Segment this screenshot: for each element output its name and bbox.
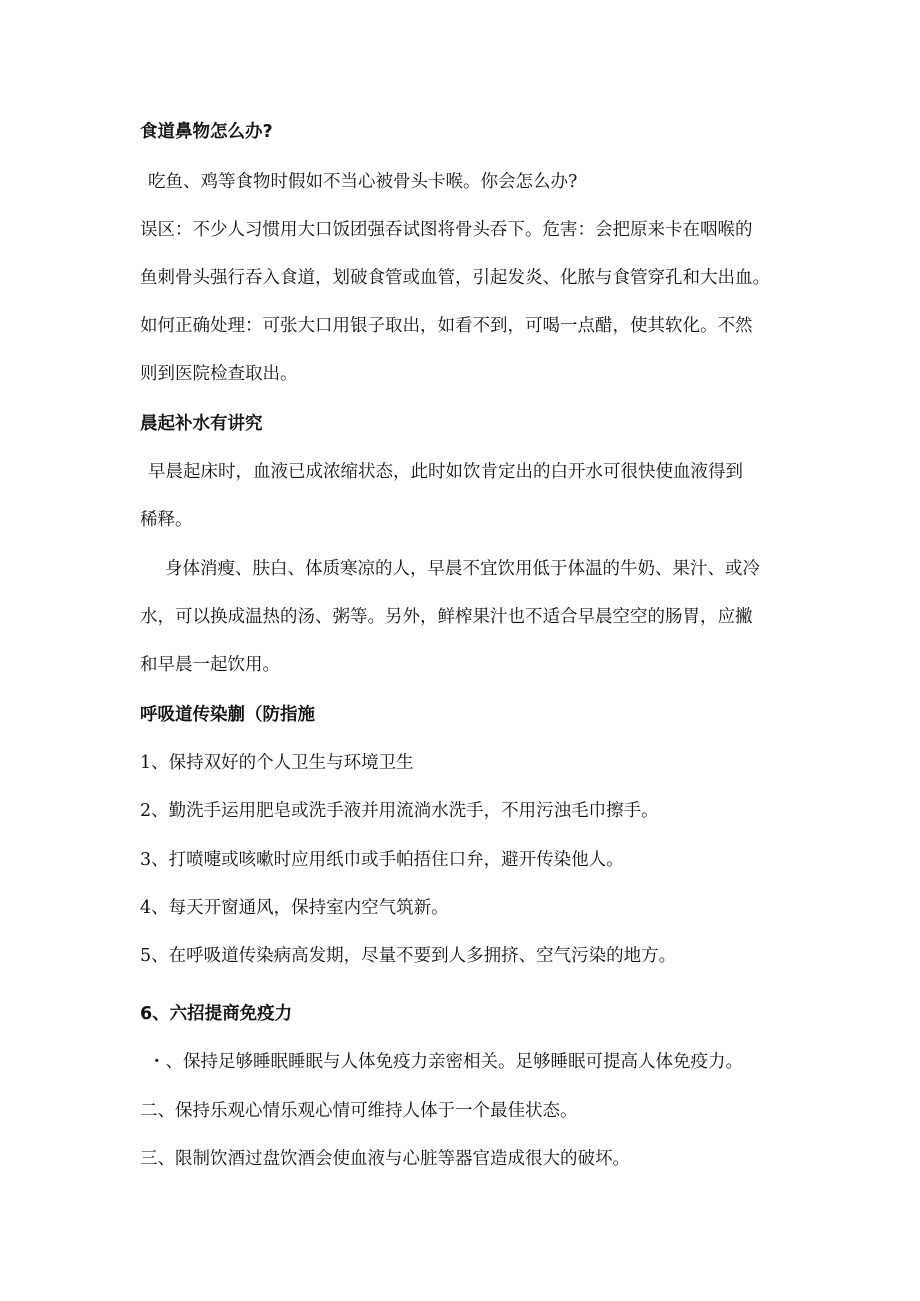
paragraph-line: 如何正确处理：可张大口用银子取出，如看不到，可喝一点醋，使其软化。不然 xyxy=(140,316,753,336)
list-item: 3、打喷嚏或咳嗽时应用纸巾或手帕捂住口弁，避开传染他人。 xyxy=(140,850,624,870)
paragraph-line: 水，可以换成温热的汤、粥等。另外，鲜榨果汁也不适合早晨空空的肠胃，应撇 xyxy=(140,607,753,627)
paragraph-line: 则到医院检查取出。 xyxy=(140,364,298,384)
paragraph-question: 吃鱼、鸡等食物时假如不当心被骨头卡喉。你会怎么办? xyxy=(148,172,578,192)
list-item: 5、在呼吸道传染病高发期，尽量不要到人多拥挤、空气污染的地方。 xyxy=(140,946,677,966)
paragraph-line: 稀释。 xyxy=(140,510,193,530)
paragraph-line: 和早晨一起饮用。 xyxy=(140,655,280,675)
paragraph-line: 鱼刺骨头强行吞入食道，划破食管或血管，引起发炎、化脓与食管穿孔和大出血。 xyxy=(140,268,770,288)
heading-fishbone: 食道鼻物怎么办? xyxy=(140,122,273,142)
paragraph-line: 身体消瘦、肤白、体质寒凉的人，早晨不宜饮用低于体温的牛奶、果汁、或冷 xyxy=(165,559,760,579)
heading-immunity: 6、六招提商免疫力 xyxy=(140,1004,293,1024)
paragraph-line: 早晨起床时，血液已成浓缩状态，此时如饮肯定出的白开水可很快使血液得到 xyxy=(148,462,743,482)
list-item: 二、保持乐观心情乐观心情可维持人体于一个最佳状态。 xyxy=(140,1101,578,1121)
paragraph-line: 误区：不少人习惯用大口饭团强吞试图将骨头吞下。危害：会把原来卡在咽喉的 xyxy=(140,220,753,240)
list-item: 4、每天开窗通风，保持室内空气筑新。 xyxy=(140,898,449,918)
list-item: 三、限制饮酒过盘饮酒会使血液与心脏等器官造成很大的破坏。 xyxy=(140,1149,630,1169)
list-item: ・、保持足够睡眠睡眠与人体免疫力亲密相关。足够睡眠可提高人体免疫力。 xyxy=(148,1052,743,1072)
heading-respiratory: 呼吸道传染蒯（防指施 xyxy=(140,705,315,725)
list-item: 1、保持双好的个人卫生与环境卫生 xyxy=(140,753,414,773)
list-item: 2、勤洗手运用肥皂或洗手液并用流淌水洗手，不用污浊毛巾擦手。 xyxy=(140,801,659,821)
heading-morning-water: 晨起补水有讲究 xyxy=(140,414,263,434)
